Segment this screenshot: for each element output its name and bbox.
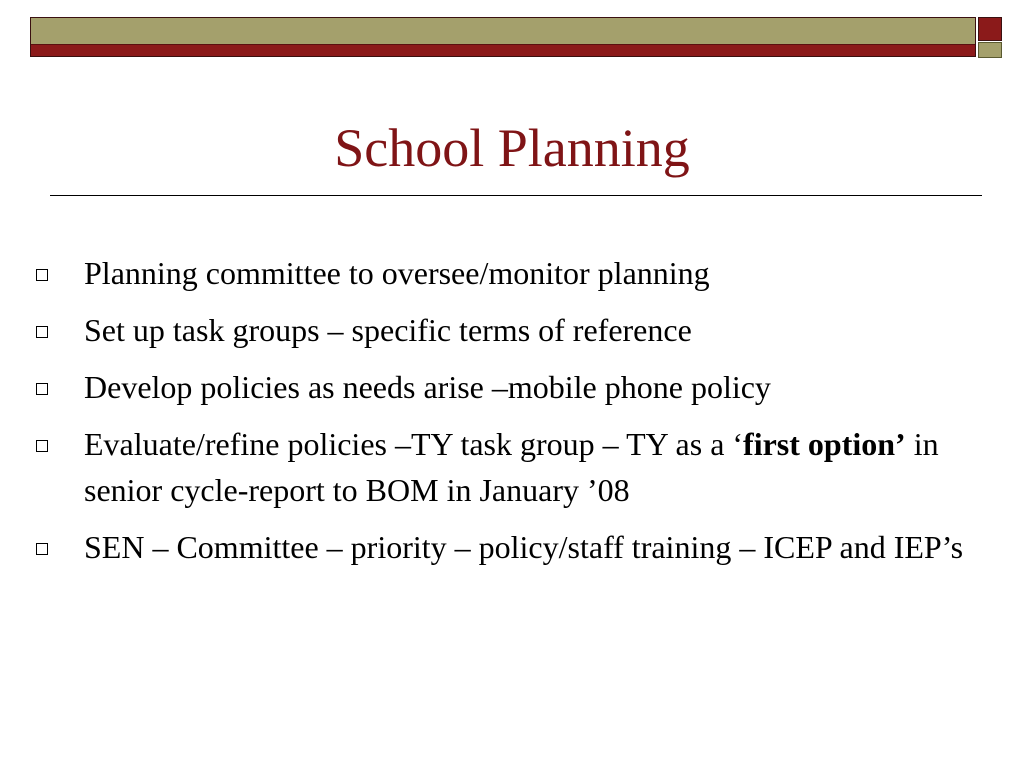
bullet-text: Planning committee to oversee/monitor planning [84, 255, 710, 291]
bullet-list [36, 250, 986, 581]
header-corner-square-olive [978, 42, 1002, 58]
bullet-item-sen-committee [36, 524, 986, 570]
header-olive-strip [31, 18, 975, 45]
bullet-item-planning-committee [36, 250, 986, 296]
bullet-text-after: in senior cycle-report to BOM in January ’08 [84, 426, 939, 508]
bullet-item-develop-policies [36, 364, 986, 410]
bullet-text: Set up task groups – specific terms of reference [84, 312, 692, 348]
bullet-item-evaluate-policies [36, 421, 986, 513]
hollow-square-bullet-icon [36, 269, 48, 281]
bullet-text-before: Evaluate/refine policies –TY task group – TY as a ‘ [84, 426, 744, 462]
bullet-item-task-groups [36, 307, 986, 353]
hollow-square-bullet-icon [36, 440, 48, 452]
header-corner-square-red [978, 17, 1002, 41]
bullet-text-bold: first option’ [743, 426, 906, 462]
bullet-text: Develop policies as needs arise –mobile phone policy [84, 369, 771, 405]
hollow-square-bullet-icon [36, 326, 48, 338]
bullet-text: SEN – Committee – priority – policy/staff training – ICEP and IEP’s [84, 529, 964, 565]
hollow-square-bullet-icon [36, 543, 48, 555]
slide-title: School Planning [334, 118, 690, 178]
hollow-square-bullet-icon [36, 383, 48, 395]
title-divider [50, 195, 982, 196]
header-decoration-bar [30, 17, 976, 57]
